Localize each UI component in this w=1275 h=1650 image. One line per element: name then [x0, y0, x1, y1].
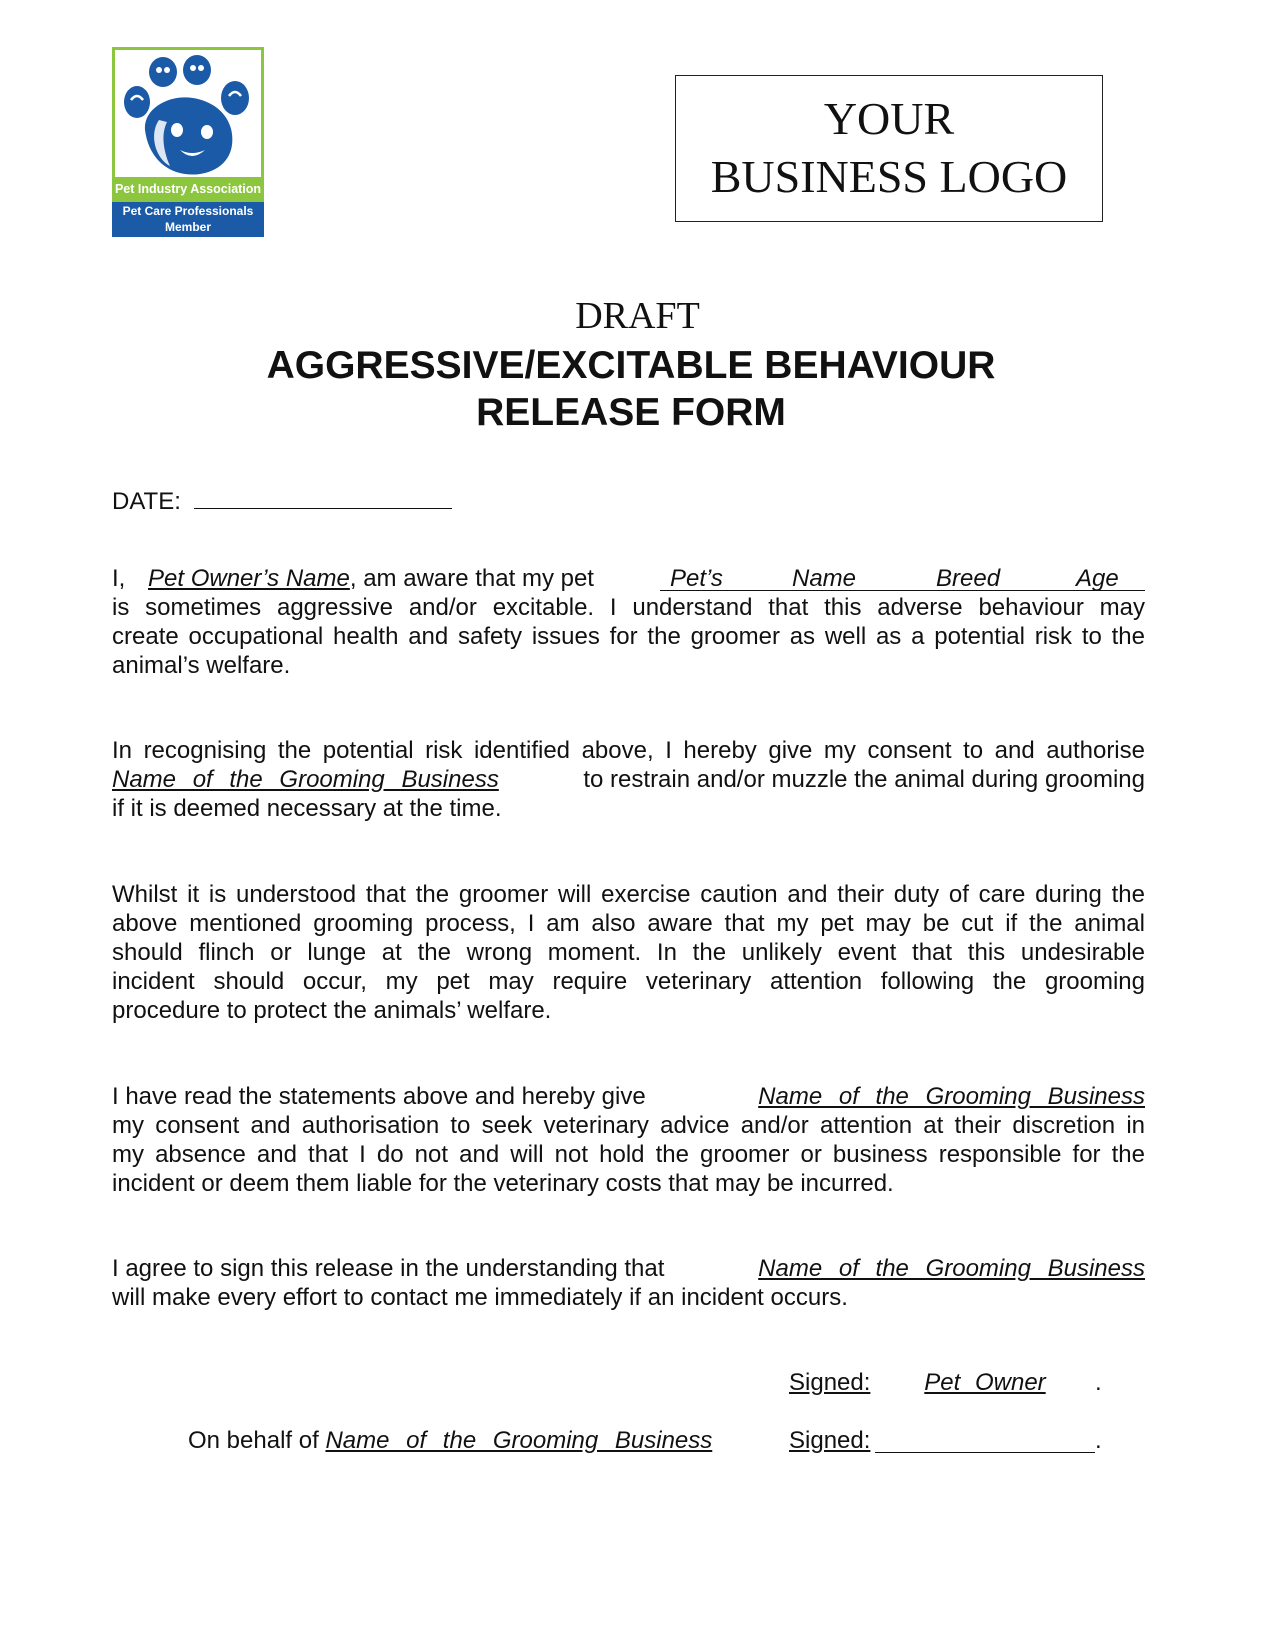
owner-signature-period: . [1095, 1369, 1102, 1396]
pia-label-member [112, 202, 264, 237]
pet-name-label: Name [792, 565, 857, 592]
p4-line1 [112, 1082, 1145, 1111]
p3-line1: Whilst it is understood that the groomer will exercise caution and their duty of care during the [112, 881, 1145, 908]
behalf-row [188, 1426, 712, 1455]
p3-line4: incident should occur, my pet may require veterinary attention following the grooming [112, 968, 1145, 995]
pia-label-member-text: Member [164, 220, 211, 234]
form-title-line1: AGGRESSIVE/EXCITABLE BEHAVIOUR [266, 344, 996, 387]
owner-signature-field[interactable]: Pet Owner [924, 1369, 1046, 1396]
p5-text-agree: I agree to sign this release in the understanding that [112, 1255, 665, 1282]
p4-text-read: I have read the statements above and hereby give [112, 1083, 646, 1110]
p2-line3: if it is deemed necessary at the time. [112, 795, 502, 822]
pia-label-association: Pet Industry Association [112, 177, 264, 202]
p3-line5: procedure to protect the animals’ welfare. [112, 997, 552, 1024]
grooming-business-field-4[interactable]: Name of the Grooming Business [325, 1427, 713, 1454]
owner-signature-row [789, 1368, 1109, 1397]
date-field[interactable] [194, 488, 452, 509]
behalf-label: On behalf of [188, 1427, 319, 1454]
p4-line4: incident or deem them liable for the veterinary costs that may be incurred. [112, 1170, 894, 1197]
business-signature-field[interactable] [875, 1426, 1095, 1453]
p1-line4: animal’s welfare. [112, 652, 291, 679]
business-logo-placeholder [675, 75, 1103, 222]
p3-line2: above mentioned grooming process, I am also aware that my pet may be cut if the animal [112, 910, 1145, 937]
paw-print-with-pets-icon [112, 47, 264, 183]
p1-text-i: I, [112, 565, 126, 592]
p4-line2: my consent and authorisation to seek veterinary advice and/or attention at their discretion in [112, 1112, 1145, 1139]
grooming-business-field-1[interactable]: Name of the Grooming Business [112, 766, 499, 793]
business-signature-row [789, 1426, 1109, 1455]
p4-line3: my absence and that I do not and will not hold the groomer or business responsible for the [112, 1141, 1145, 1168]
pet-owner-name-field[interactable]: Pet Owner’s Name [148, 565, 350, 592]
p2-text-restrain: to restrain and/or muzzle the animal during grooming [583, 766, 1145, 793]
p1-line1 [112, 564, 1145, 593]
pia-label-professionals: Pet Care Professionals [122, 204, 254, 218]
p1-text-aware: , am aware that my pet [349, 565, 594, 592]
grooming-business-field-2[interactable]: Name of the Grooming Business [758, 1083, 1145, 1110]
p1-line2: is sometimes aggressive and/or excitable. I understand that this adverse behaviour may [112, 594, 1145, 621]
form-title-line2: RELEASE FORM [476, 391, 786, 434]
p3-line3: should flinch or lunge at the wrong moment. In the unlikely event that this undesirable [112, 939, 1145, 966]
p5-line1 [112, 1254, 1145, 1283]
draft-label: DRAFT [575, 295, 700, 337]
p2-line1: In recognising the potential risk identified above, I hereby give my consent to and authorise [112, 737, 1145, 764]
age-label: Age [1076, 565, 1119, 592]
owner-signed-label: Signed: [789, 1369, 871, 1396]
grooming-business-field-3[interactable]: Name of the Grooming Business [758, 1255, 1145, 1282]
business-signature-period: . [1095, 1427, 1102, 1454]
business-logo-line2: BUSINESS LOGO [710, 151, 1068, 202]
pet-label: Pet’s [670, 565, 723, 592]
p5-line2: will make every effort to contact me immediately if an incident occurs. [112, 1284, 848, 1311]
business-logo-line1: YOUR [823, 93, 955, 144]
p2-line2 [112, 765, 1145, 794]
date-label: DATE: [112, 488, 181, 515]
business-signed-label: Signed: [789, 1427, 871, 1454]
breed-label: Breed [936, 565, 1001, 592]
date-row [112, 487, 452, 516]
p1-line3: create occupational health and safety issues for the groomer as well as a potential risk to the [112, 623, 1145, 650]
